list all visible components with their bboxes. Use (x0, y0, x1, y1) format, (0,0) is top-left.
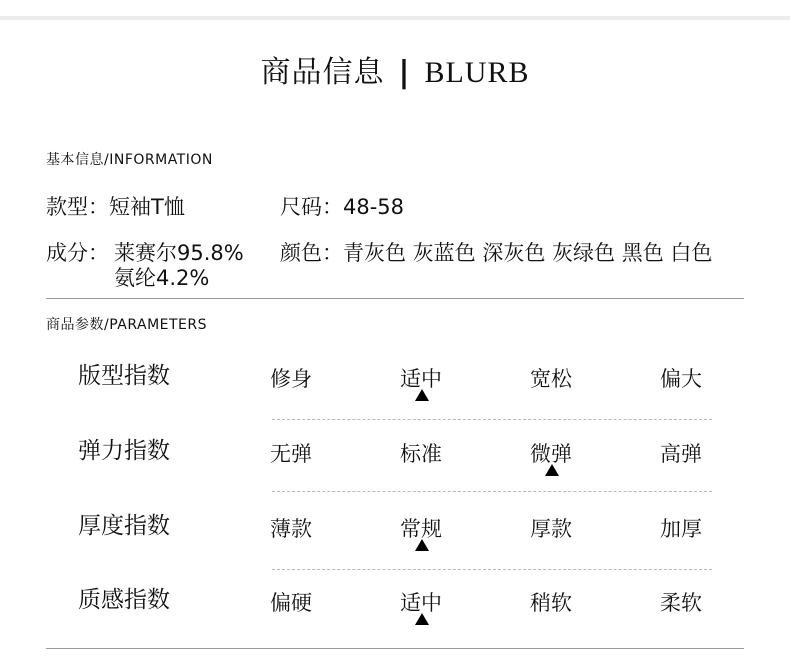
parameter-option: 常规 (400, 517, 442, 541)
composition-line-2: 氨纶4.2% (114, 266, 210, 290)
parameter-name: 厚度指数 (78, 513, 170, 539)
selected-marker-icon (415, 389, 429, 401)
title-chinese: 商品信息 (260, 55, 385, 90)
parameter-option: 薄款 (270, 517, 312, 541)
page-title (0, 54, 790, 92)
parameter-option: 高弹 (660, 442, 702, 466)
title-english: BLURB (424, 56, 530, 89)
parameter-option: 偏硬 (270, 591, 312, 615)
dashed-separator (272, 569, 712, 570)
size-info (280, 195, 404, 219)
parameters-section-label: 商品参数/PARAMETERS (46, 317, 208, 333)
parameter-option: 厚款 (530, 517, 572, 541)
parameter-option: 稍软 (530, 591, 572, 615)
style-value: 短袖T恤 (109, 195, 185, 219)
parameter-row (0, 512, 790, 552)
parameter-option: 加厚 (660, 517, 702, 541)
style-label: 款型： (46, 195, 109, 219)
selected-marker-icon (415, 539, 429, 551)
parameter-row (0, 586, 790, 626)
color-info (280, 241, 712, 265)
parameter-option: 宽松 (530, 367, 572, 391)
parameter-option: 适中 (400, 367, 442, 391)
size-label: 尺码： (280, 195, 343, 219)
parameter-row (0, 362, 790, 402)
parameter-name: 弹力指数 (78, 438, 170, 464)
parameter-option: 微弹 (530, 442, 572, 466)
selected-marker-icon (415, 613, 429, 625)
style-info (46, 195, 185, 219)
parameter-name: 版型指数 (78, 363, 170, 389)
section-divider (46, 298, 744, 299)
title-separator: | (398, 55, 411, 90)
top-divider-bar (0, 16, 790, 20)
parameter-option: 无弹 (270, 442, 312, 466)
parameter-row (0, 437, 790, 477)
dashed-separator (272, 419, 712, 420)
parameter-option: 标准 (400, 442, 442, 466)
color-label: 颜色： (280, 241, 343, 265)
bottom-divider (46, 648, 744, 649)
parameter-name: 质感指数 (78, 587, 170, 613)
dashed-separator (272, 491, 712, 492)
parameter-option: 适中 (400, 591, 442, 615)
selected-marker-icon (545, 464, 559, 476)
parameter-option: 修身 (270, 367, 312, 391)
information-section-label: 基本信息/INFORMATION (46, 152, 213, 168)
composition-line-1: 莱赛尔95.8% (114, 241, 244, 265)
composition-label: 成分： (46, 241, 109, 265)
color-values: 青灰色 灰蓝色 深灰色 灰绿色 黑色 白色 (343, 241, 713, 265)
parameter-option: 偏大 (660, 367, 702, 391)
size-value: 48-58 (343, 195, 405, 219)
parameter-option: 柔软 (660, 591, 702, 615)
